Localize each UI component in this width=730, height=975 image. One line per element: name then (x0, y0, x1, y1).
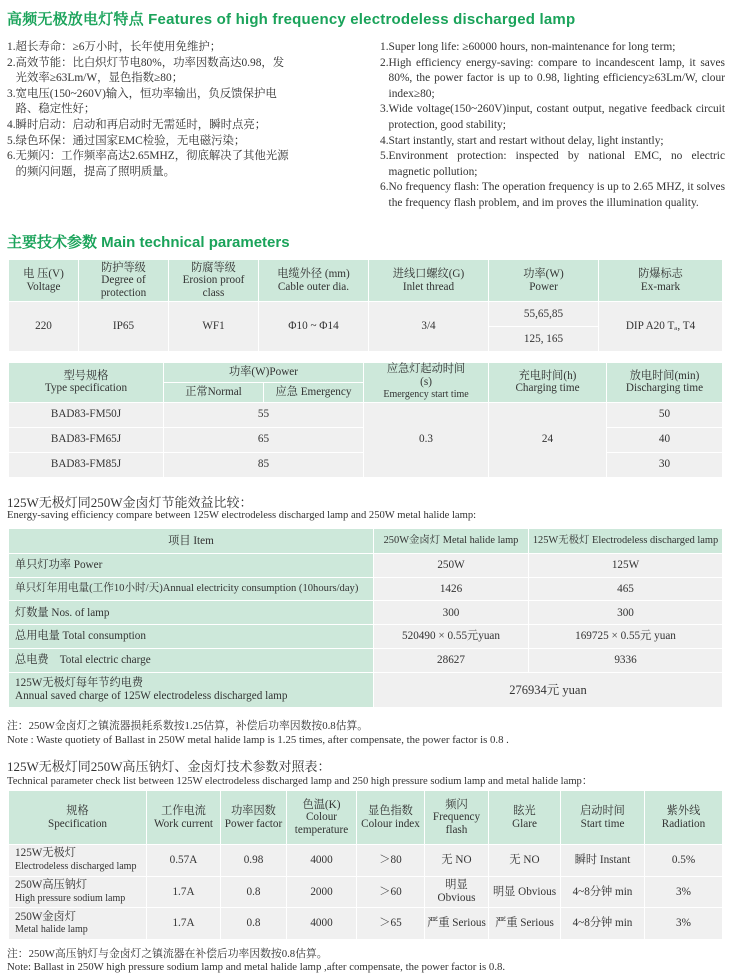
current: 1.7A (147, 876, 221, 908)
comparison-note-en: Note: Ballast in 250W high pressure sodium lamp and metal halide lamp ,after compensate, the power factor is 0.8. (7, 961, 506, 973)
mh-value: 250W (374, 553, 529, 577)
table-header-row (9, 791, 723, 845)
header-protection: 防护等级 Degree of protection (79, 260, 169, 302)
spec: 125W无极灯 Electrodeless discharged lamp (9, 845, 147, 877)
mh-value: 1426 (374, 577, 529, 601)
features-list-cn (7, 40, 292, 180)
discharge-time: 50 (607, 402, 723, 427)
el-value: 300 (529, 601, 723, 625)
radiation: 3% (645, 908, 723, 940)
table-row (9, 876, 723, 908)
exmark-value: DIP A20 Tₐ, T4 (599, 302, 723, 352)
header-electrodeless: 125W无极灯 Electrodeless discharged lamp (529, 529, 723, 554)
header-discharge: 放电时间(min) Discharging time (607, 363, 723, 403)
power-factor: 0.8 (221, 908, 287, 940)
mh-value: 300 (374, 601, 529, 625)
features-title: 高频无极放电灯特点 Features of high frequency electrodeless discharged lamp (7, 11, 576, 28)
table-row (9, 302, 723, 327)
start-time: 0.3 (364, 402, 489, 477)
spec: 250W金卤灯 Metal halide lamp (9, 908, 147, 940)
discharge-time: 30 (607, 452, 723, 477)
header-flash: 频闪 Frequency flash (425, 791, 489, 845)
start-time: 4~8分钟 min (561, 876, 645, 908)
colour-index: ＞80 (357, 845, 425, 877)
el-value: 169725 × 0.55元 yuan (529, 625, 723, 649)
header-voltage: 电 压(V) Voltage (9, 260, 79, 302)
flash: 无 NO (425, 845, 489, 877)
discharge-time: 40 (607, 427, 723, 452)
header-type: 型号规格 Type specification (9, 363, 164, 403)
voltage-value: 220 (9, 302, 79, 352)
header-glare: 眩光 Glare (489, 791, 561, 845)
el-value: 465 (529, 577, 723, 601)
feature-item: 5. Environment protection: inspected by national EMC, no electric magnetic pollution; (380, 150, 725, 178)
table-row (9, 577, 723, 601)
start-time: 4~8分钟 min (561, 908, 645, 940)
radiation: 0.5% (645, 845, 723, 877)
radiation: 3% (645, 876, 723, 908)
model: BAD83-FM65J (9, 427, 164, 452)
cable-value: Φ10 ~ Φ14 (259, 302, 369, 352)
header-charge: 充电时间(h) Charging time (489, 363, 607, 403)
erosion-value: WF1 (169, 302, 259, 352)
table-row (9, 908, 723, 940)
comparison-title-en: Technical parameter check list between 125W electrodeless discharged lamp and 250 high pressure sodium lamp and metal halide lamp： (7, 776, 593, 787)
feature-item: 5. 绿色环保：通过国家EMC检验，无电磁污染； (7, 134, 246, 147)
table-header-row (9, 529, 723, 554)
feature-item: 3. 宽电压(150~260V)输入，恒功率输出，负反馈保护电路、稳定性好； (7, 87, 277, 116)
annual-saved-value: 276934元 yuan (374, 672, 723, 707)
feature-item: 3. Wide voltage(150~260V)input, costant output, negative feedback circuit protection, good stability; (380, 103, 725, 131)
comparison-table (8, 790, 723, 940)
mh-value: 520490 × 0.55元yuan (374, 625, 529, 649)
savings-note-cn: 注：250W金卤灯之镇流器损耗系数按1.25估算，补偿后功率因数按0.8估算。 (7, 720, 369, 732)
header-cable: 电缆外径 (mm) Cable outer dia. (259, 260, 369, 302)
current: 0.57A (147, 845, 221, 877)
row-item: 单只灯功率 Power (9, 553, 374, 577)
savings-title-en: Energy-saving efficiency compare between 125W electrodeless discharged lamp and 250W metal halide lamp: (7, 510, 477, 521)
power-value-2: 125, 165 (489, 327, 599, 352)
feature-item: 6. 无频闪：工作频率高达2.65MHZ，彻底解决了其他光源的频闪问题，提高了照明质量。 (7, 150, 289, 178)
model: BAD83-FM50J (9, 402, 164, 427)
table-header-row (9, 363, 723, 383)
row-item: 单只灯年用电量(工作10小时/天)Annual electricity consumption (10hours/day) (9, 577, 374, 601)
header-power: 功率(W) Power (489, 260, 599, 302)
feature-item: 2. 高效节能：比白炽灯节电80%，功率因数高达0.98，发光效率≥63Lm/W，显色指数≥80； (7, 56, 285, 85)
feature-item: 1. 超长寿命：≥6万小时，长年使用免维护； (7, 41, 222, 53)
table-row (9, 601, 723, 625)
savings-note-en: Note : Waste quotiety of Ballast in 250W metal halide lamp is 1.25 times, after compensate, the power factor is 0.8 . (7, 734, 509, 746)
thread-value: 3/4 (369, 302, 489, 352)
colour-temp: 2000 (287, 876, 357, 908)
header-start: 启动时间 Start time (561, 791, 645, 845)
header-erosion: 防腐等级 Erosion proof class (169, 260, 259, 302)
glare: 明显 Obvious (489, 876, 561, 908)
spec: 250W高压钠灯 High pressure sodium lamp (9, 876, 147, 908)
table-row (9, 625, 723, 649)
row-item: 总电费 Total electric charge (9, 649, 374, 673)
savings-table (8, 528, 723, 708)
comparison-note-cn: 注：250W高压钠灯与金卤灯之镇流器在补偿后功率因数按0.8估算。 (7, 948, 328, 960)
current: 1.7A (147, 908, 221, 940)
table-row (9, 649, 723, 673)
flash: 严重 Serious (425, 908, 489, 940)
header-item: 项目 Item (9, 529, 374, 554)
header-power: 功率(W)Power (164, 363, 364, 383)
feature-item: 6. No frequency flash: The operation frequency is up to 2.65 MHZ, it solves the frequency flash problem, and im proves the illumination quality. (380, 181, 725, 209)
savings-title-cn: 125W无极灯同250W金卤灯节能效益比较： (7, 495, 253, 510)
glare: 无 NO (489, 845, 561, 877)
colour-index: ＞65 (357, 908, 425, 940)
glare: 严重 Serious (489, 908, 561, 940)
colour-index: ＞60 (357, 876, 425, 908)
start-time: 瞬时 Instant (561, 845, 645, 877)
power-factor: 0.8 (221, 876, 287, 908)
header-exmark: 防爆标志 Ex-mark (599, 260, 723, 302)
protection-value: IP65 (79, 302, 169, 352)
params-title: 主要技术参数 Main technical parameters (7, 234, 290, 251)
normal-power: 85 (164, 452, 364, 477)
feature-item: 2. High efficiency energy-saving: compare to incandescent lamp, it saves 80%, the power factor is up to 0.98, lighting efficiency≥63Lm/W, clour index≥80; (380, 56, 725, 100)
model: BAD83-FM85J (9, 452, 164, 477)
el-value: 9336 (529, 649, 723, 673)
table-row (9, 553, 723, 577)
table-row (9, 402, 723, 427)
header-index: 显色指数 Colour index (357, 791, 425, 845)
header-radiation: 紫外线 Radiation (645, 791, 723, 845)
comparison-title-cn: 125W无极灯同250W高压钠灯、金卤灯技术参数对照表： (7, 759, 331, 774)
params-table (8, 259, 723, 352)
row-item: 灯数量 Nos. of lamp (9, 601, 374, 625)
header-normal: 正常Normal (164, 382, 264, 402)
normal-power: 65 (164, 427, 364, 452)
el-value: 125W (529, 553, 723, 577)
header-current: 工作电流 Work current (147, 791, 221, 845)
header-pf: 功率因数 Power factor (221, 791, 287, 845)
feature-item: 4. 瞬时启动：启动和再启动时无需延时，瞬时点亮； (7, 118, 267, 131)
table-row (9, 672, 723, 707)
header-thread: 进线口螺纹(G) Inlet thread (369, 260, 489, 302)
header-emergency: 应急 Emergency (264, 382, 364, 402)
normal-power: 55 (164, 402, 364, 427)
mh-value: 28627 (374, 649, 529, 673)
feature-item: 1. Super long life: ≥60000 hours, non-maintenance for long term; (380, 41, 676, 53)
header-spec: 规格 Specification (9, 791, 147, 845)
power-factor: 0.98 (221, 845, 287, 877)
flash: 明显 Obvious (425, 876, 489, 908)
header-temp: 色温(K) Colour temperature (287, 791, 357, 845)
emergency-table (8, 362, 723, 478)
colour-temp: 4000 (287, 908, 357, 940)
charge-time: 24 (489, 402, 607, 477)
table-row (9, 845, 723, 877)
header-start: 应急灯起动时间 (s) Emergency start time (364, 363, 489, 403)
annual-saved-label: 125W无极灯每年节约电费 Annual saved charge of 125W electrodeless discharged lamp (9, 672, 374, 707)
features-list-en (380, 40, 725, 212)
power-value-1: 55,65,85 (489, 302, 599, 327)
header-metal-halide: 250W金卤灯 Metal halide lamp (374, 529, 529, 554)
feature-item: 4. Start instantly, start and restart without delay, light instantly; (380, 134, 664, 147)
row-item: 总用电量 Total consumption (9, 625, 374, 649)
table-header-row (9, 260, 723, 302)
colour-temp: 4000 (287, 845, 357, 877)
